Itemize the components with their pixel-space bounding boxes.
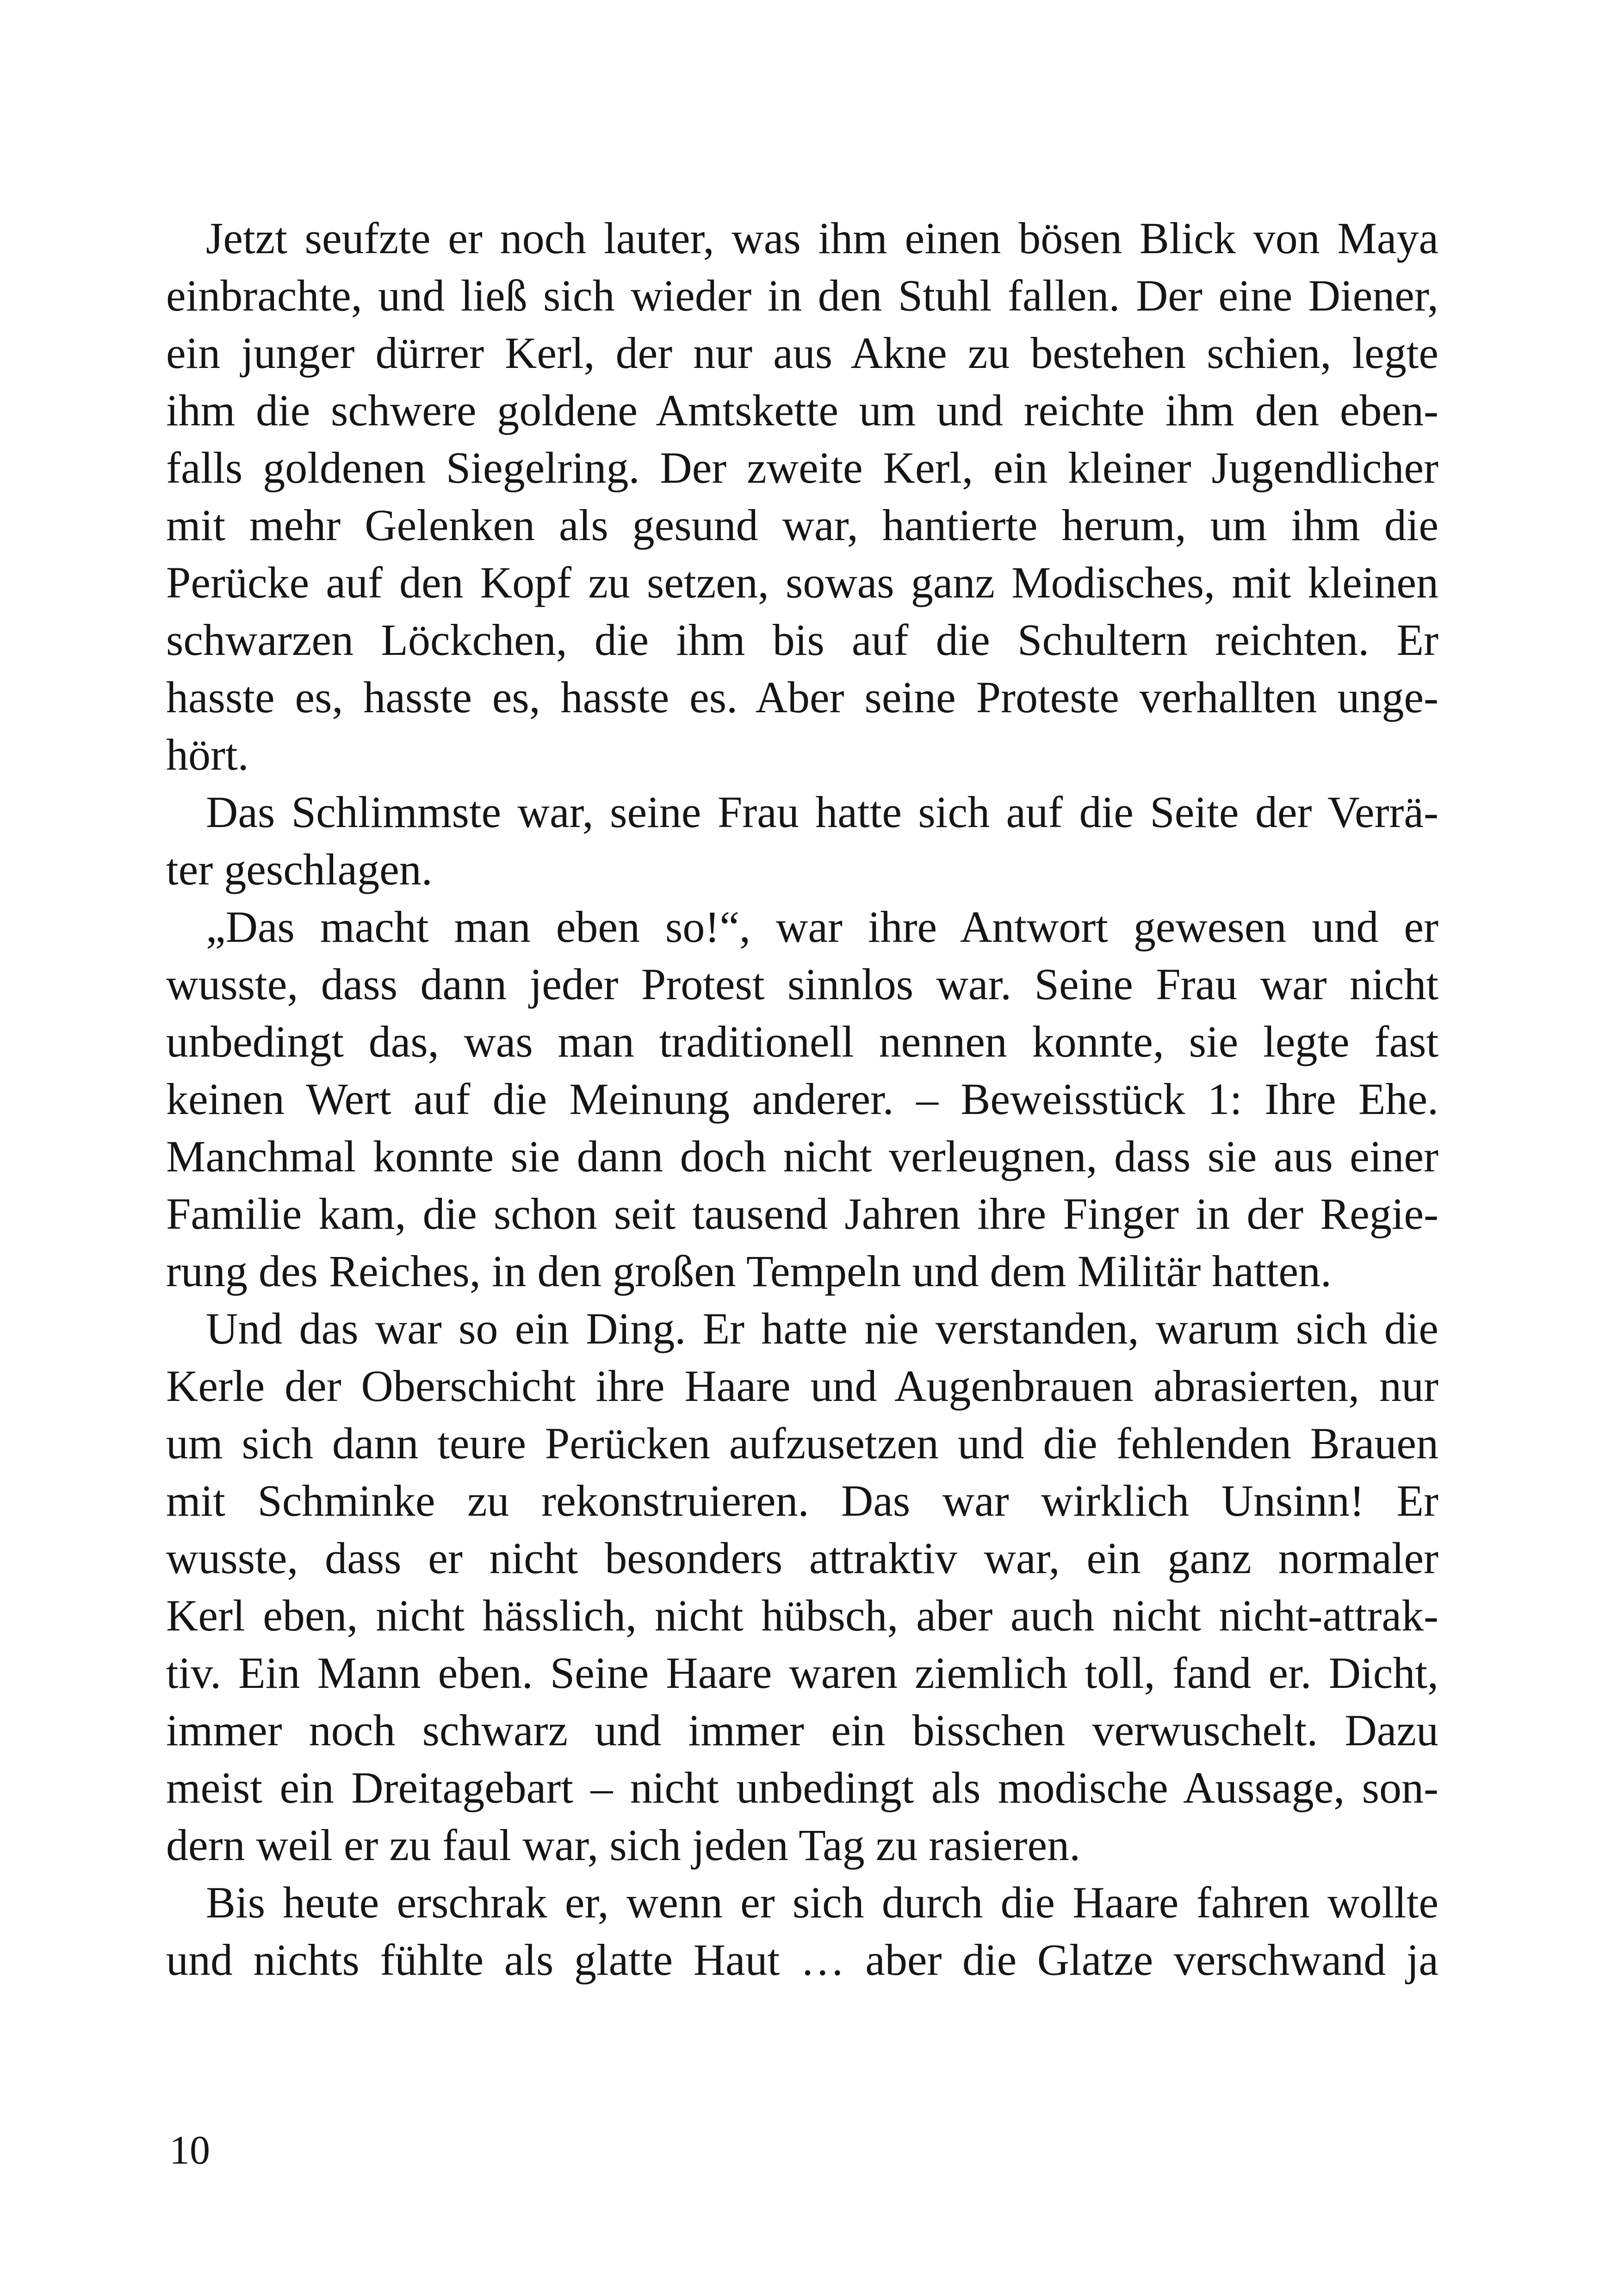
text-line: ihm die schwere goldene Amtskette um und reichte ihm den eben- <box>166 386 1438 435</box>
paragraph <box>166 898 1438 1300</box>
text-line: mit mehr Gelenken als gesund war, hantierte herum, um ihm die <box>166 500 1438 550</box>
text-line: Und das war so ein Ding. Er hatte nie verstanden, warum sich die <box>206 1304 1438 1353</box>
text-line: Jetzt seufzte er noch lauter, was ihm einen bösen Blick von Maya <box>206 213 1438 263</box>
text-line: keinen Wert auf die Meinung anderer. – Beweisstück 1: Ihre Ehe. <box>166 1074 1438 1124</box>
paragraph <box>166 1874 1438 1989</box>
text-line: um sich dann teure Perücken aufzusetzen und die fehlenden Brauen <box>166 1419 1438 1468</box>
text-line: Manchmal konnte sie dann doch nicht verleugnen, dass sie aus einer <box>166 1132 1438 1181</box>
text-line: ein junger dürrer Kerl, der nur aus Akne zu bestehen schien, legte <box>166 328 1438 378</box>
text-line: Bis heute erschrak er, wenn er sich durch die Haare fahren wollte <box>206 1878 1438 1927</box>
text-line: tiv. Ein Mann eben. Seine Haare waren ziemlich toll, fand er. Dicht, <box>166 1648 1438 1698</box>
text-line: wusste, dass er nicht besonders attraktiv war, ein ganz normaler <box>166 1533 1438 1583</box>
text-line: Perücke auf den Kopf zu setzen, sowas ganz Modisches, mit kleinen <box>166 558 1438 607</box>
text-line: ter geschlagen. <box>166 845 433 894</box>
paragraph <box>166 1300 1438 1874</box>
text-line: hört. <box>166 730 249 779</box>
text-line: hasste es, hasste es, hasste es. Aber seine Proteste verhallten unge- <box>166 672 1438 722</box>
text-line: und nichts fühlte als glatte Haut … aber die Glatze verschwand ja <box>166 1935 1438 1985</box>
text-line: falls goldenen Siegelring. Der zweite Kerl, ein kleiner Jugendlicher <box>166 443 1438 492</box>
text-line: unbedingt das, was man traditionell nennen konnte, sie legte fast <box>166 1017 1438 1066</box>
body-text <box>166 210 1438 1989</box>
text-line: rung des Reiches, in den großen Tempeln und dem Militär hatten. <box>166 1246 1332 1296</box>
text-line: einbrachte, und ließ sich wieder in den Stuhl fallen. Der eine Diener, <box>166 271 1438 320</box>
text-line: Kerl eben, nicht hässlich, nicht hübsch, aber auch nicht nicht-attrak- <box>166 1591 1438 1640</box>
text-line: Familie kam, die schon seit tausend Jahren ihre Finger in der Regie- <box>166 1189 1438 1238</box>
text-line: immer noch schwarz und immer ein bisschen verwuschelt. Dazu <box>166 1705 1438 1755</box>
paragraph <box>166 210 1438 784</box>
page-number: 10 <box>169 2128 210 2173</box>
text-line: Das Schlimmste war, seine Frau hatte sich auf die Seite der Verrä- <box>206 787 1438 837</box>
text-line: wusste, dass dann jeder Protest sinnlos war. Seine Frau war nicht <box>166 959 1438 1009</box>
text-line: „Das macht man eben so!“, war ihre Antwort gewesen und er <box>206 902 1438 952</box>
text-line: mit Schminke zu rekonstruieren. Das war wirklich Unsinn! Er <box>166 1476 1438 1525</box>
text-line: Kerle der Oberschicht ihre Haare und Augenbrauen abrasierten, nur <box>166 1361 1438 1411</box>
text-line: meist ein Dreitagebart – nicht unbedingt als modische Aussage, son- <box>166 1763 1438 1812</box>
text-line: schwarzen Löckchen, die ihm bis auf die Schultern reichten. Er <box>166 615 1438 665</box>
text-line: dern weil er zu faul war, sich jeden Tag zu rasieren. <box>166 1820 1081 1870</box>
paragraph <box>166 784 1438 898</box>
